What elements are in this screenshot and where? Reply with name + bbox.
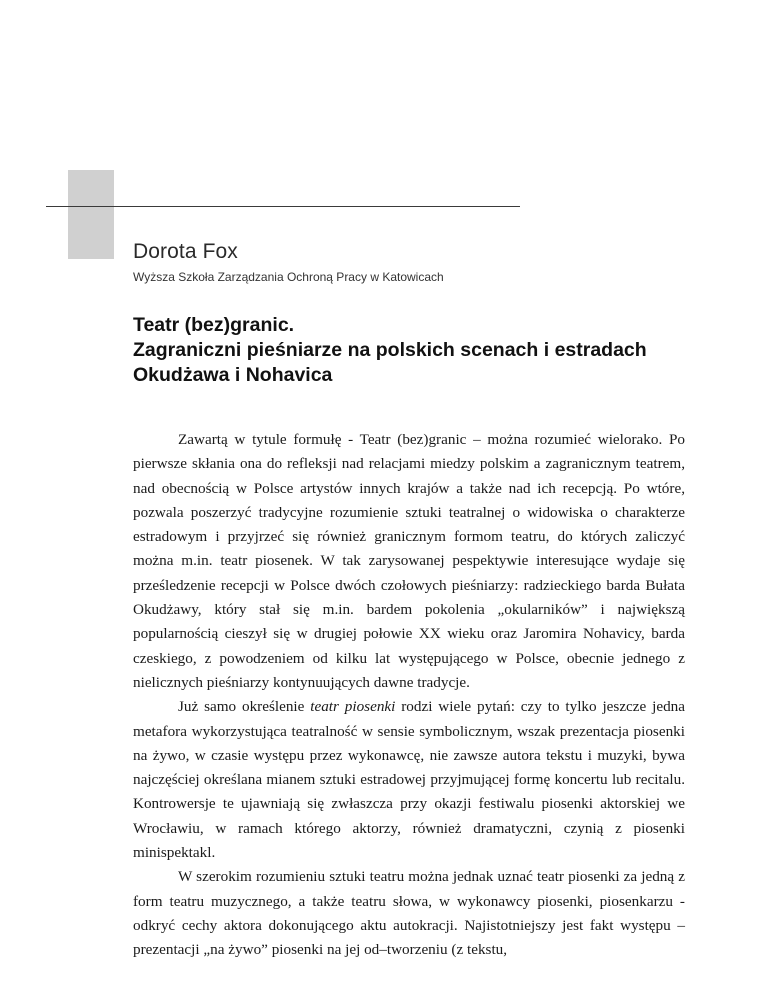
italic-term: teatr piosenki	[310, 698, 396, 716]
title-line: Teatr (bez)granic.	[133, 314, 295, 336]
author-affiliation: Wyższa Szkoła Zarządzania Ochroną Pracy w Katowicach	[133, 270, 444, 284]
body-paragraph: Zawartą w tytule formułę - Teatr (bez)granic – można rozumieć wielorako. Po pierwsze skłania ona do refleksji nad relacjami miedzy polskim a zagranicznym teatrem, nad obecnością w Polsce artystów innych krajów a także nad ich recepcją. Po wtóre, pozwala poszerzyć tradycyjne rozumienie sztuki teatralnej o widowiska o charakterze estradowym i przyjrzeć się również granicznym formom teatru, do których zaliczyć można m.in. teatr piosenek. W tak zarysowanej pespektywie interesujące wydaje się prześledzenie recepcji w Polsce dwóch czołowych pieśniarzy: radzieckiego barda Bułata Okudżawy, który stał się m.in. bardem pokolenia „okularników” i największą popularnością cieszył się w drugiej połowie XX wieku oraz Jaromira Nohavicy, barda czeskiego, z powodzeniem od kilku lat występującego w Polsce, obecnie jednego z nielicznych pieśniarzy kontynuujących dawne tradycje.	[133, 431, 685, 691]
paragraph-text: rodzi wiele pytań: czy to tylko jeszcze jedna metafora wykorzystująca teatralność w sensie symbolicznym, wszak prezentacja piosenki na żywo, w czasie występu przez wykonawcę, nie zawsze autora tekstu i muzyki, bywa najczęściej określana mianem sztuki estradowej przyjmującej formę koncertu lub recitalu. Kontrowersje te ujawniają się zwłaszcza przy okazji festiwalu piosenki aktorskiej we Wrocławiu, w ramach którego aktorzy, również dramatyczni, czynią z piosenki minispektakl.	[133, 698, 686, 862]
article-title	[133, 313, 693, 388]
title-line: Okudżawa i Nohavica	[133, 364, 333, 386]
body-paragraph	[133, 695, 685, 865]
article-body	[133, 428, 685, 963]
decorative-gray-block	[68, 170, 114, 259]
body-paragraph: W szerokim rozumieniu sztuki teatru można jednak uznać teatr piosenki za jedną z form teatru muzycznego, a także teatru słowa, w wykonawcy piosenki, piosenkarzu - odkryć cechy aktora dokonującego aktu autokracji. Najistotniejszy jest fakt występu – prezentacji „na żywo” piosenki na jej od–tworzeniu (z tekstu,	[133, 868, 685, 959]
header-rule	[46, 206, 520, 207]
paragraph-text: Już samo określenie	[178, 698, 311, 716]
title-line: Zagraniczni pieśniarze na polskich scenach i estradach	[133, 339, 647, 361]
author-name: Dorota Fox	[133, 240, 238, 263]
